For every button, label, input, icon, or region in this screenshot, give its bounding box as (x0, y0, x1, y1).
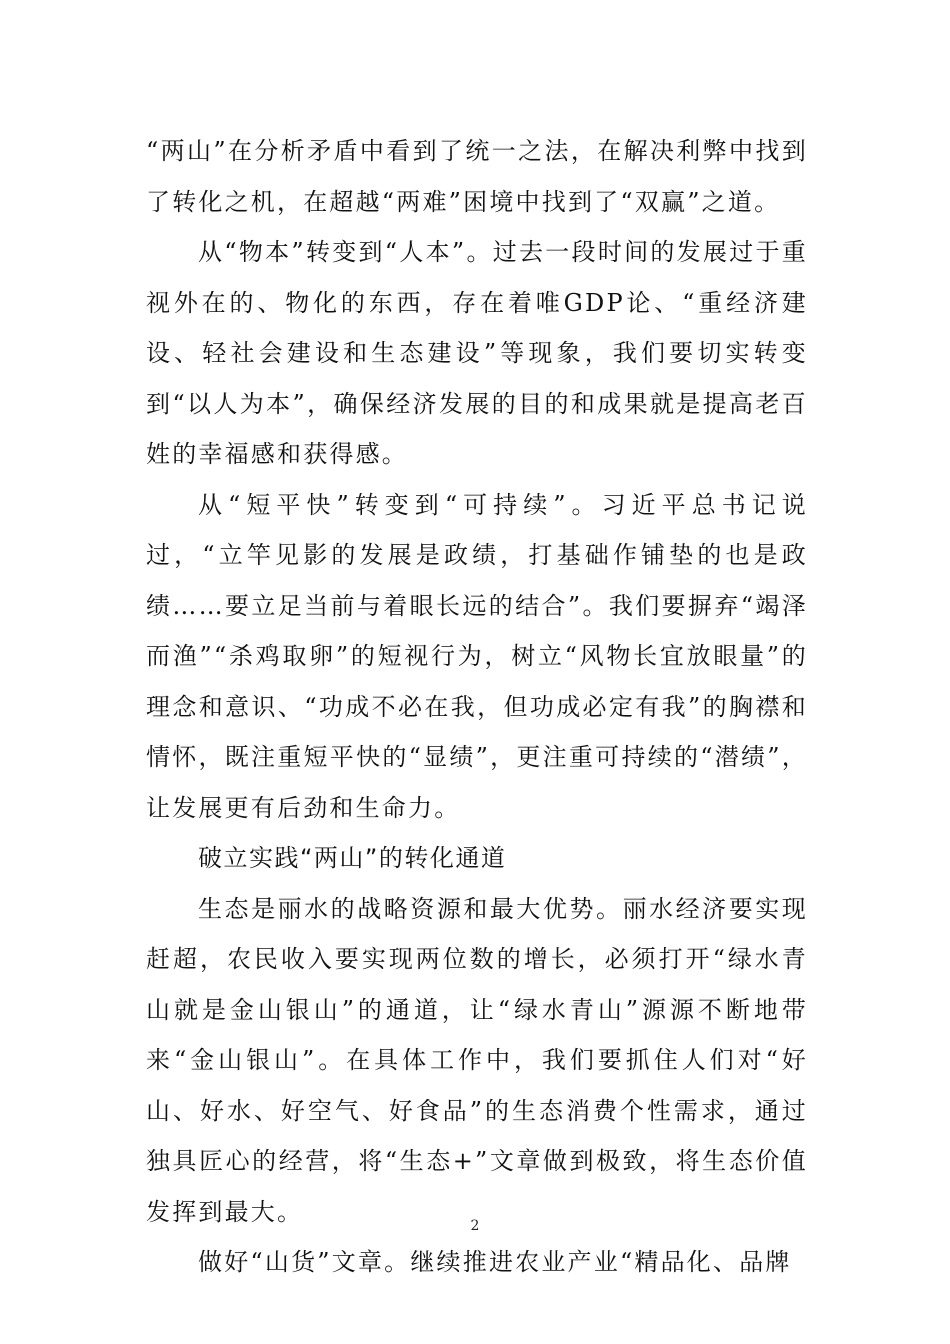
document-body (146, 126, 808, 1288)
paragraph-continuation: “两山”在分析矛盾中看到了统一之法，在解决利弊中找到了转化之机，在超越“两难”困境中找到了“双赢”之道。 (146, 137, 808, 216)
paragraph-wuben-renben: 从“物本”转变到“人本”。过去一段时间的发展过于重视外在的、物化的东西，存在着唯GDP论、“重经济建设、轻社会建设和生态建设”等现象，我们要切实转变到“以人为本”，确保经济发展的目的和成果就是提高老百姓的幸福感和获得感。 (146, 238, 808, 468)
paragraph-shanhuo: 做好“山货”文章。继续推进农业产业“精品化、品牌 (198, 1248, 792, 1276)
page-number: 2 (470, 1218, 480, 1234)
section-heading: 破立实践“两山”的转化通道 (198, 844, 507, 872)
paragraph-ecology-strategy: 生态是丽水的战略资源和最大优势。丽水经济要实现赶超，农民收入要实现两位数的增长，必须打开“绿水青山就是金山银山”的通道，让“绿水青山”源源不断地带来“金山银山”。在具体工作中，我们要抓住人们对“好山、好水、好空气、好食品”的生态消费个性需求，通过独具匠心的经营，将“生态+”文章做到极致，将生态价值发挥到最大。 (146, 894, 808, 1226)
paragraph-sustainable: 从“短平快”转变到“可持续”。习近平总书记说过，“立竿见影的发展是政绩，打基础作铺垫的也是政绩……要立足当前与着眼长远的结合”。我们要摒弃“竭泽而渔”“杀鸡取卵”的短视行为，树立“风物长宜放眼量”的理念和意识、“功成不必在我，但功成必定有我”的胸襟和情怀，既注重短平快的“显绩”，更注重可持续的“潜绩”，让发展更有后劲和生命力。 (146, 490, 808, 822)
